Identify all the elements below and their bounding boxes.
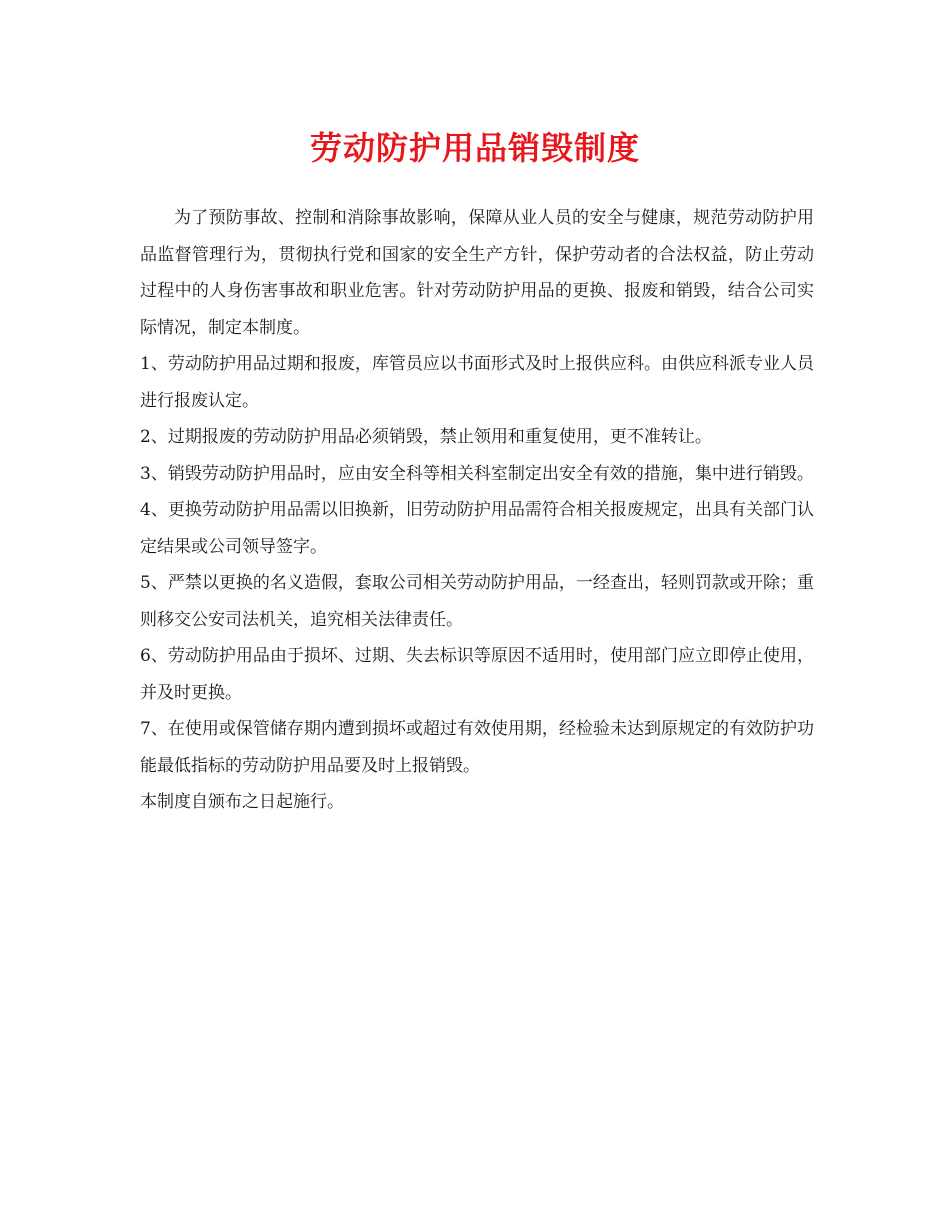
rule-item-7: 7、在使用或保管储存期内遭到损坏或超过有效使用期，经检验未达到原规定的有效防护功能最低指标的劳动防护用品要及时上报销毁。	[140, 719, 814, 776]
rule-item-6: 6、劳动防护用品由于损坏、过期、失去标识等原因不适用时，使用部门应立即停止使用，并及时更换。	[140, 646, 814, 703]
rule-item-5: 5、严禁以更换的名义造假，套取公司相关劳动防护用品，一经查出，轻则罚款或开除；重则移交公安司法机关，追究相关法律责任。	[140, 573, 814, 630]
rule-item-4: 4、更换劳动防护用品需以旧换新，旧劳动防护用品需符合相关报废规定，出具有关部门认定结果或公司领导签字。	[140, 500, 814, 557]
rule-item-2: 2、过期报废的劳动防护用品必须销毁，禁止领用和重复使用，更不准转让。	[140, 427, 712, 447]
rule-item-1: 1、劳动防护用品过期和报废，库管员应以书面形式及时上报供应科。由供应科派专业人员进行报废认定。	[140, 354, 814, 411]
document-body	[140, 200, 814, 821]
intro-paragraph: 为了预防事故、控制和消除事故影响，保障从业人员的安全与健康，规范劳动防护用品监督管理行为，贯彻执行党和国家的安全生产方针，保护劳动者的合法权益，防止劳动过程中的人身伤害事故和职业危害。针对劳动防护用品的更换、报废和销毁，结合公司实际情况，制定本制度。	[140, 208, 814, 338]
rule-item-3: 3、销毁劳动防护用品时，应由安全科等相关科室制定出安全有效的措施，集中进行销毁。	[140, 463, 814, 484]
closing-statement: 本制度自颁布之日起施行。	[140, 792, 344, 812]
document-title: 劳动防护用品销毁制度	[309, 129, 640, 167]
